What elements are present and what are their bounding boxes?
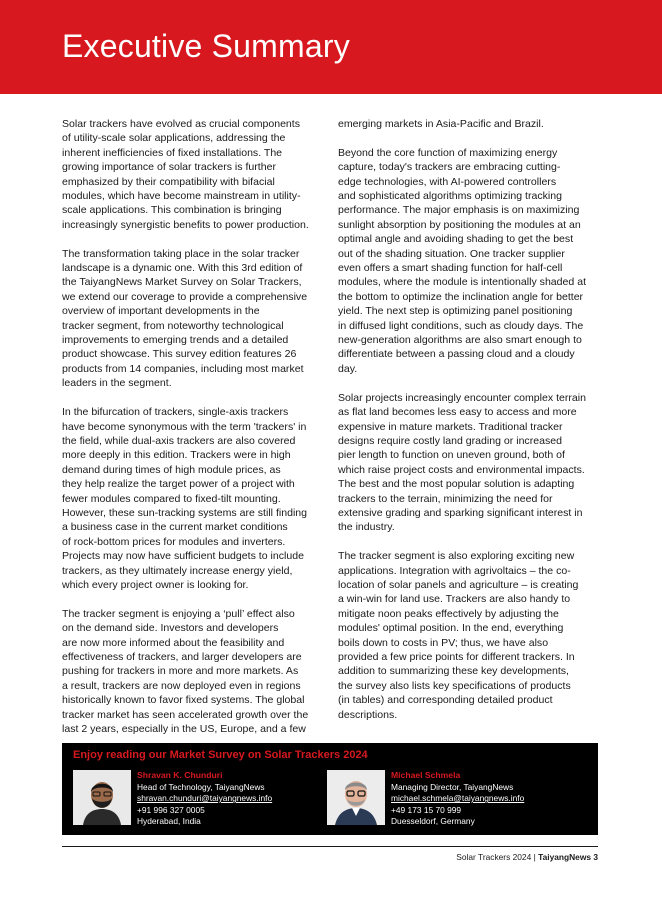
paragraph: Solar projects increasingly encounter complex terrain as flat land becomes less easy to access and more expensive in mature markets. Traditional tracker designs require costly land grading or increased pier length to function on uneven ground, both of which raise project costs and environmental impacts. The best and the most popular solution is adapting trackers to the terrain, minimizing the need for extensive grading and sparking significant interest in the industry. bbox=[338, 391, 586, 534]
paragraph: Beyond the core function of maximizing energy capture, today's trackers are embracing cutting- edge technologies, with AI-powered controllers and sophisticated algorithms optimizing tracking performance. The major emphasis is on maximizing sunlight absorption by positioning the modules at an optimal angle and avoiding shading to get the best out of the shading situation. One tracker supplier even offers a smart shading function for half-cell modules, where the module is intentionally shaded at the bottom to optimize the inclination angle for better yield. The next step is optimizing panel positioning in diffused light conditions, such as cloudy days. The new-generation algorithms are also smart enough to differentiate between a passing cloud and a cloudy day. bbox=[338, 146, 587, 375]
contact-phone: +49 173 15 70 999 bbox=[391, 804, 462, 815]
paragraph: The tracker segment is also exploring exciting new applications. Integration with agrivoltaics – the co- location of solar panels and agriculture – is creating a win-win for land use. Trackers are also handy to mitigate noon peaks effectively by adjusting the modules' optimal position. In the end, everything boils down to costs in PV; thus, we have also provided a few price points for different trackers. In addition to summarizing these key developments, the survey also lists key specifications of products (in tables) and corresponding detailed product descriptions. bbox=[338, 550, 579, 721]
contact-details bbox=[391, 770, 581, 828]
contact-phone: +91 996 327 0005 bbox=[137, 804, 205, 815]
paragraph: Solar trackers have evolved as crucial components of utility-scale solar applications, addressing the inherent inefficiencies of fixed installations. The growing importance of solar trackers is further emphasized by their compatibility with bifacial modules, which have become mainstream in utility- scale applications. This combination is bringing increasingly synergistic benefits to power production. bbox=[62, 118, 309, 231]
footer-divider bbox=[62, 846, 598, 847]
right-column bbox=[338, 117, 604, 722]
promo-title: Enjoy reading our Market Survey on Solar Trackers 2024 bbox=[73, 749, 368, 761]
contact-location: Hyderabad, India bbox=[137, 816, 201, 827]
paragraph: The transformation taking place in the solar tracker landscape is a dynamic one. With this 3rd edition of the TaiyangNews Market Survey on Solar Trackers, we extend our coverage to provide a comprehensive overview of important developments in the tracker segment, from noteworthy technological improvements to emerging trends and a detailed product showcase. This survey edition features 26 products from 14 companies, including most market leaders in the segment. bbox=[62, 247, 308, 390]
paragraph: emerging markets in Asia-Pacific and Brazil. bbox=[338, 118, 544, 130]
contact-email-link[interactable]: shravan.chunduri@taiyangnews.info bbox=[137, 793, 273, 804]
contact-name: Michael Schmela bbox=[391, 770, 461, 780]
contact-email-link[interactable]: michael.schmela@taiyangnews.info bbox=[391, 793, 525, 804]
footer-brand: TaiyangNews bbox=[538, 852, 591, 862]
page-number: 3 bbox=[593, 852, 598, 862]
avatar bbox=[327, 770, 385, 825]
footer-publication: Solar Trackers 2024 bbox=[456, 852, 532, 862]
contact-role: Head of Technology, TaiyangNews bbox=[137, 781, 265, 792]
header-band bbox=[0, 0, 662, 94]
footer-separator: | bbox=[533, 852, 536, 862]
person-photo-icon bbox=[327, 770, 385, 825]
contact-details bbox=[137, 770, 327, 828]
paragraph: In the bifurcation of trackers, single-axis trackers have become synonymous with the term 'trackers' in the field, while dual-axis trackers are also covered more deeply in this edition. Trackers were in high demand during times of high module prices, as they help realize the target power of a project with fewer modules compared to fixed-tilt mounting. However, these sun-tracking systems are still finding a business case in the current market conditions of rock-bottom prices for modules and inverters. Projects may now have sufficient budgets to include trackers, as they ultimately increase energy yield, which every project owner is looking for. bbox=[62, 406, 308, 591]
contact-promo-box bbox=[62, 743, 598, 835]
avatar bbox=[73, 770, 131, 825]
page-footer bbox=[456, 852, 598, 862]
left-column bbox=[62, 117, 326, 736]
page-title: Executive Summary bbox=[62, 28, 350, 64]
paragraph: The tracker segment is enjoying a ‘pull’ effect also on the demand side. Investors and developers are now more informed about the feasibility and effectiveness of trackers, and larger developers are pushing for trackers in more and more markets. As a result, trackers are now deployed even in regions historically known to favor fixed systems. The global tracker market has seen accelerated growth over the last 2 years, especially in the US, Europe, and a few bbox=[62, 607, 309, 736]
person-photo-icon bbox=[73, 770, 131, 825]
contact-name: Shravan K. Chunduri bbox=[137, 770, 223, 780]
contact-role: Managing Director, TaiyangNews bbox=[391, 781, 514, 792]
contact-location: Duesseldorf, Germany bbox=[391, 816, 475, 827]
